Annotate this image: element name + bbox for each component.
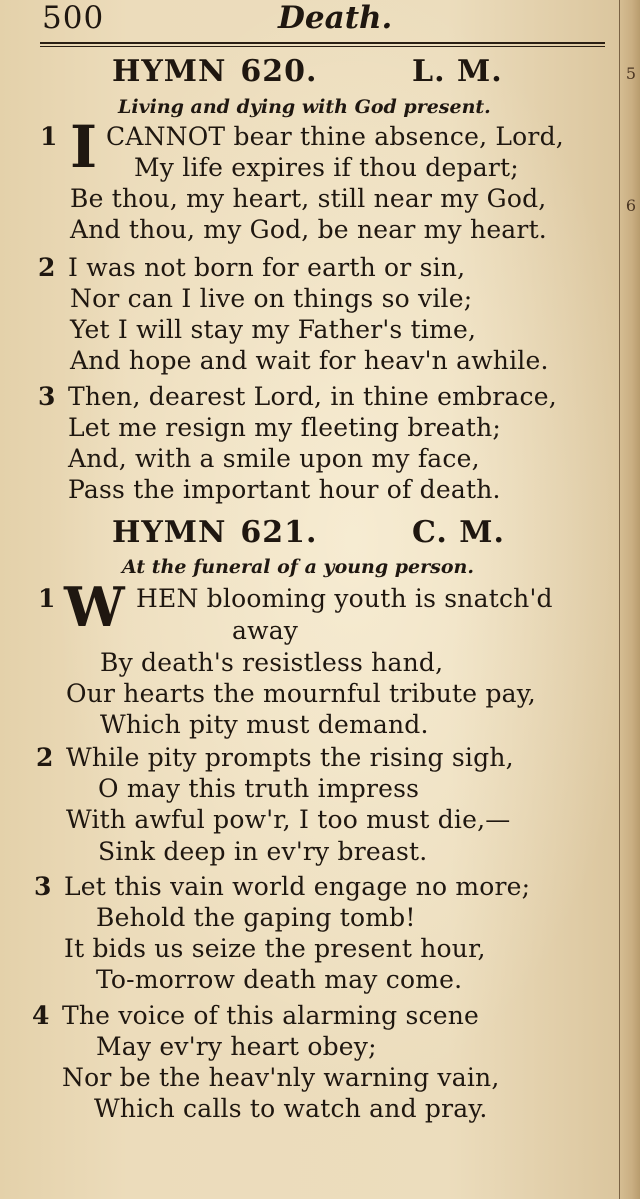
verse-line: By death's resistless hand, <box>100 648 444 677</box>
verse-line: Which pity must demand. <box>100 710 429 739</box>
hymn-label: HYMN <box>112 515 227 550</box>
verse-line: And hope and wait for heav'n awhile. <box>70 346 549 375</box>
verse-line: And thou, my God, be near my heart. <box>70 215 547 244</box>
hymn-meter: C. M. <box>412 515 505 550</box>
verse-number: 1 <box>40 122 58 151</box>
verse-line: Be thou, my heart, still near my God, <box>70 184 547 213</box>
verse-line: Which calls to watch and pray. <box>94 1094 488 1123</box>
verse-line: To-morrow death may come. <box>96 965 463 994</box>
verse-line: away <box>232 616 299 645</box>
facing-page-edge <box>619 0 640 1199</box>
verse-line: And, with a smile upon my face, <box>68 444 480 473</box>
hymn-subtitle: Living and dying with God present. <box>118 96 491 118</box>
verse-line: Then, dearest Lord, in thine embrace, <box>68 382 557 411</box>
verse-number: 3 <box>34 872 52 901</box>
hymn-number: 620. <box>240 54 318 89</box>
verse-line: Behold the gaping tomb! <box>96 903 416 932</box>
verse-line: O may this truth impress <box>98 774 420 803</box>
verse-line: May ev'ry heart obey; <box>96 1032 377 1061</box>
drop-cap: W <box>64 575 125 639</box>
verse-number: 3 <box>38 382 56 411</box>
verse-line: Nor be the heav'nly warning vain, <box>62 1063 500 1092</box>
verse-line: I was not born for earth or sin, <box>68 253 466 282</box>
verse-line: Yet I will stay my Father's time, <box>70 315 477 344</box>
edge-mark: 6 <box>625 196 636 215</box>
verse-line: Let me resign my fleeting breath; <box>68 413 501 442</box>
verse-line: With awful pow'r, I too must die,— <box>66 805 511 834</box>
verse-line: The voice of this alarming scene <box>62 1001 480 1030</box>
verse-line: While pity prompts the rising sigh, <box>66 743 514 772</box>
hymn-number: 621. <box>240 515 318 550</box>
verse-line: Pass the important hour of death. <box>68 475 501 504</box>
verse-number: 2 <box>38 253 56 282</box>
verse-number: 1 <box>38 584 56 613</box>
verse-line: HEN blooming youth is snatch'd <box>136 584 553 613</box>
verse-line: It bids us seize the present hour, <box>64 934 486 963</box>
edge-mark: 5 <box>625 64 636 83</box>
running-head: Death. <box>278 0 393 36</box>
verse-line: Our hearts the mournful tribute pay, <box>66 679 536 708</box>
verse-line: My life expires if thou depart; <box>134 153 519 182</box>
verse-line: Nor can I live on things so vile; <box>70 284 473 313</box>
page-number: 500 <box>42 0 105 36</box>
hymn-title <box>112 515 532 550</box>
verse-line: Let this vain world engage no more; <box>64 872 531 901</box>
hymn-meter: L. M. <box>412 54 503 89</box>
verse-line: CANNOT bear thine absence, Lord, <box>106 122 564 151</box>
hymn-title <box>112 54 532 89</box>
drop-cap: I <box>70 113 98 181</box>
page-header <box>42 0 602 40</box>
verse-number: 4 <box>32 1001 50 1030</box>
verse-line: Sink deep in ev'ry breast. <box>98 837 428 866</box>
hymn-subtitle: At the funeral of a young person. <box>122 556 474 578</box>
verse-number: 2 <box>36 743 54 772</box>
header-rule <box>40 42 605 47</box>
hymn-label: HYMN <box>112 54 227 89</box>
